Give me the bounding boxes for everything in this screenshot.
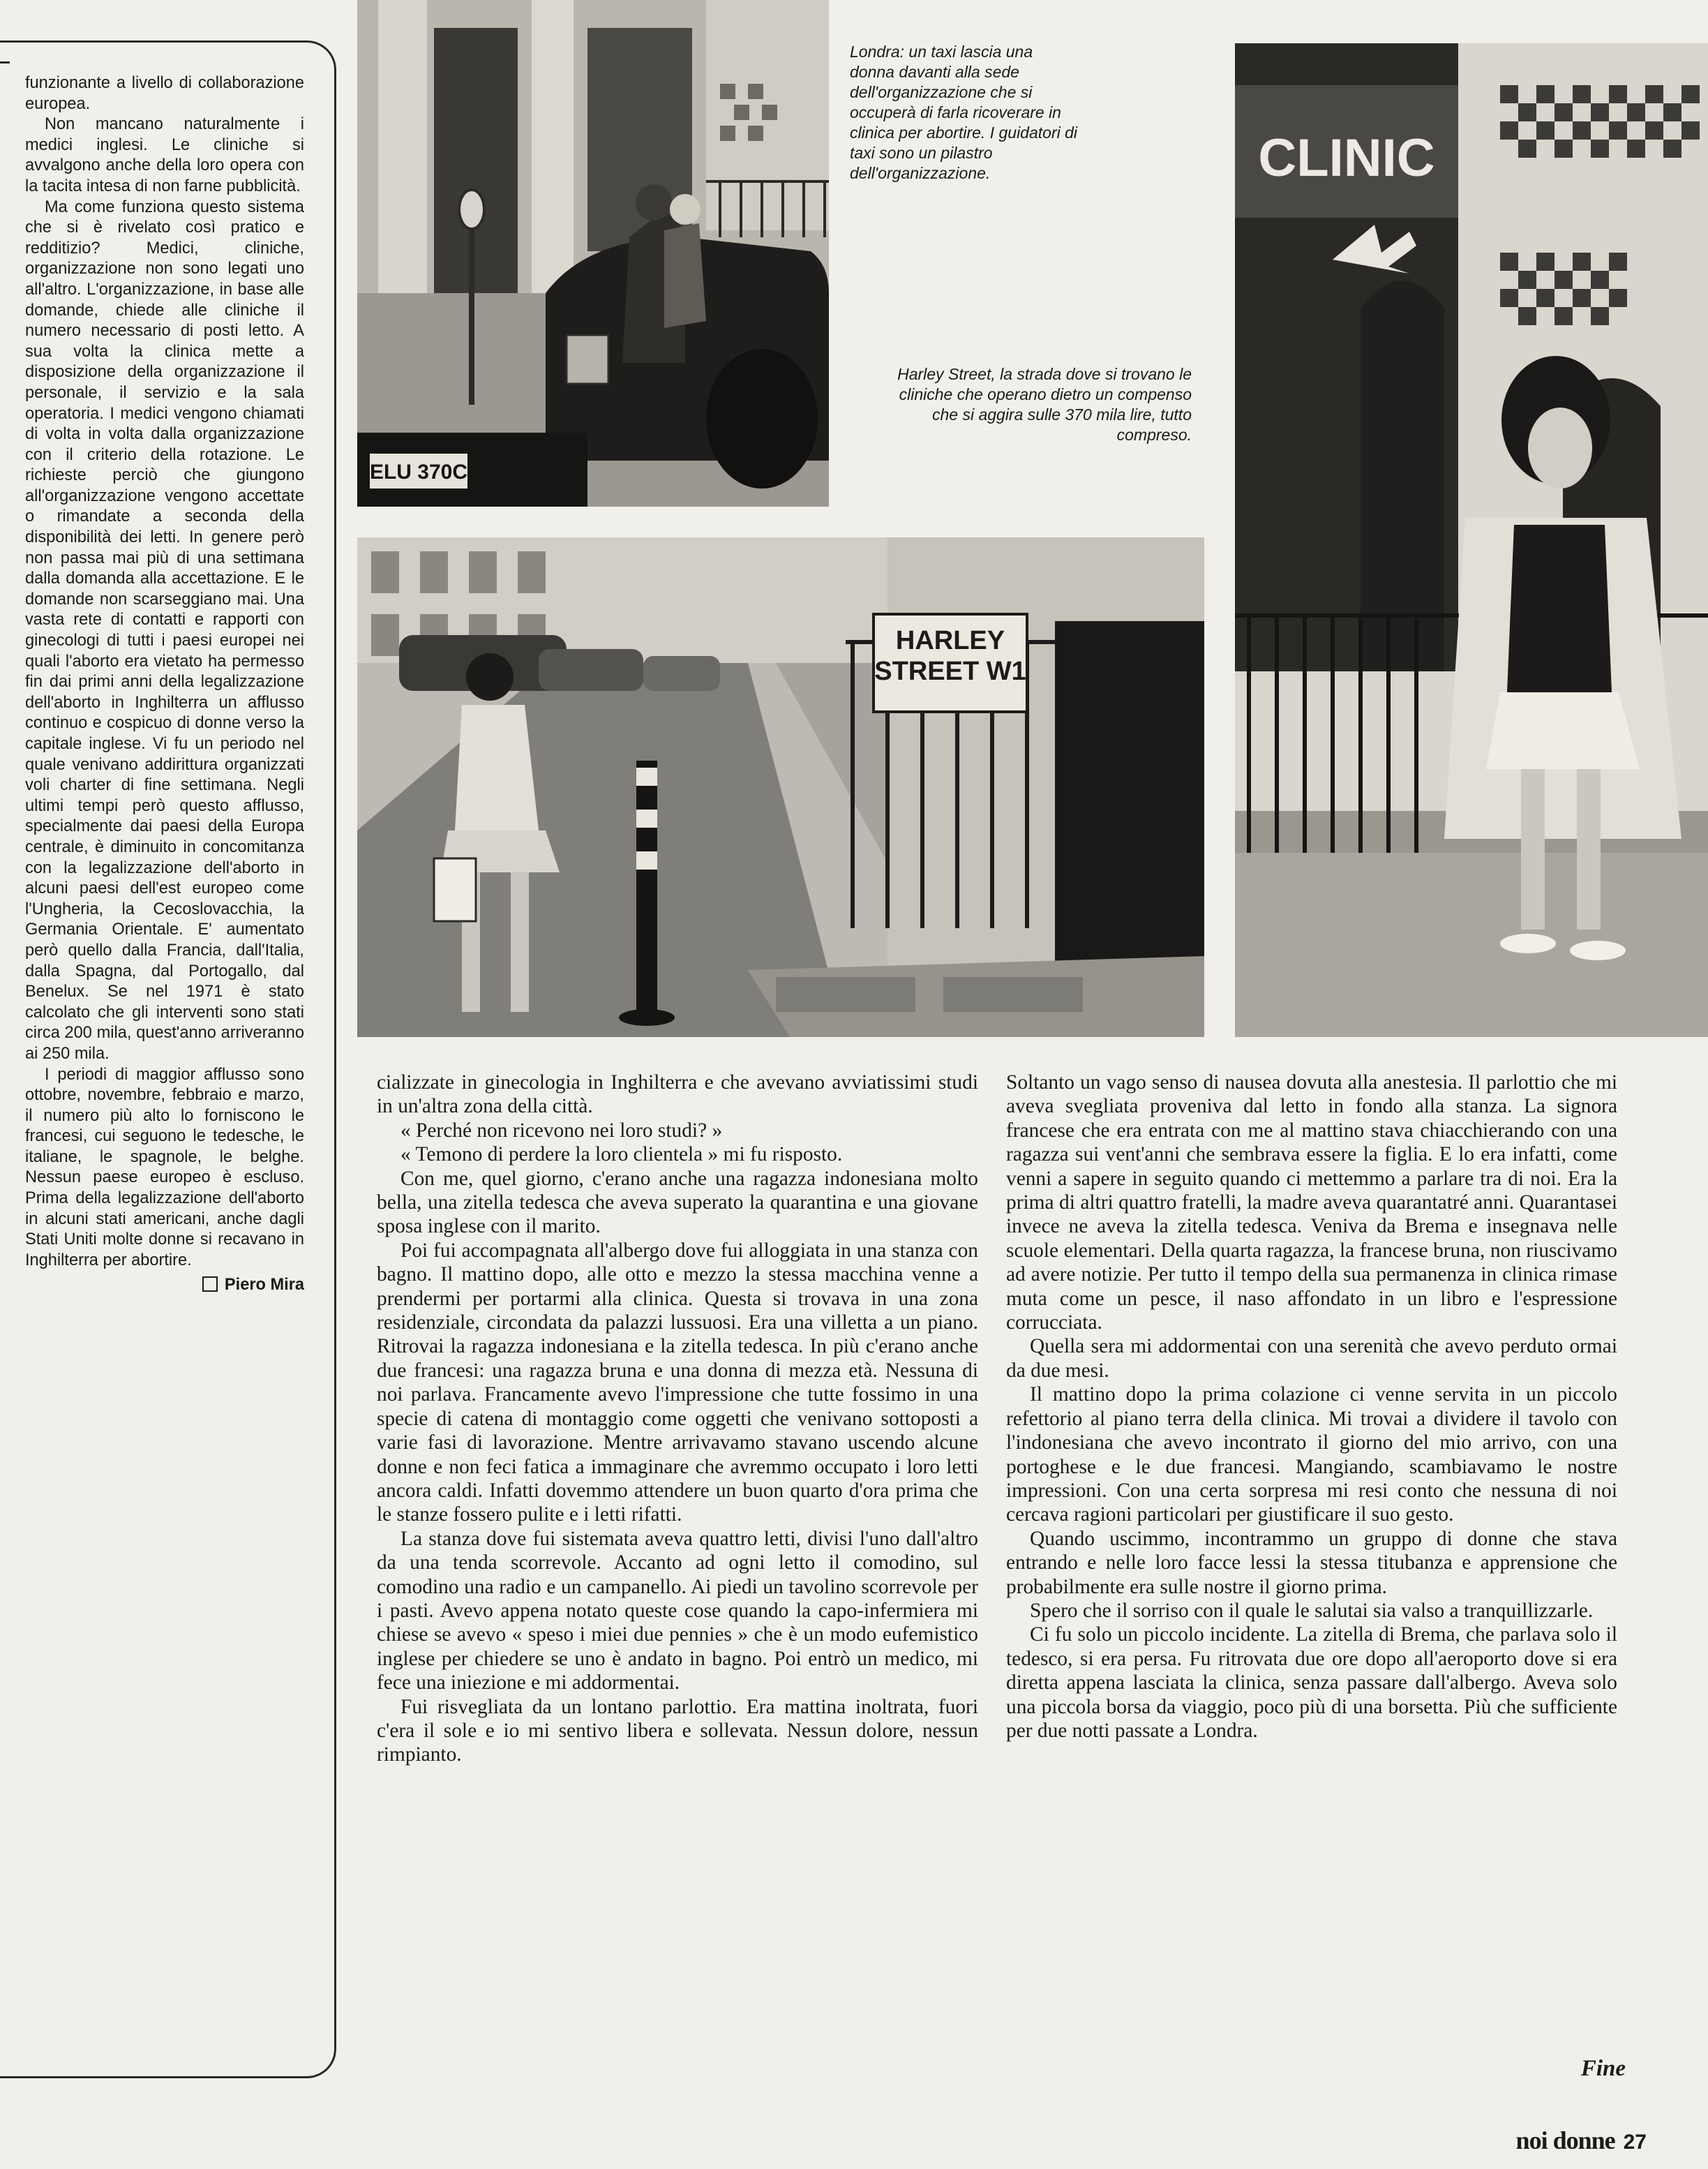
right-paragraph-1: Soltanto un vago senso di nausea dovuta alla anestesia. Il parlottio che mi aveva svegliata proveniva dal letto in fondo alla stanza. La signora francese che era entrata con me al mattino stava chiacchierando con una ragazza sui vent'anni che sembrava essere la figlia. E lo era infatti, come venni a sapere in seguito quando ci mettemmo a parlare tra di noi. Era la prima di altri quattro fratelli, la madre aveva quarantatré anni. Quarantasei invece ne aveva la zitella tedesca. Veniva da Brema e insegnava nelle scuole elementari. Della quarta ragazza, la francese bruna, non riuscivamo ad avere notizie. Per tutto il tempo della sua permanenza in clinica rimase muta come un pesce, il naso affondato in un libro e l'espressione corrucciata.: [1006, 1071, 1617, 1334]
middle-paragraph-7: Fui risvegliata da un lontano parlottio. Era mattina inoltrata, fuori c'era il sole e io mi sentivo libera e sollevata. Nessun dolore, nessun rimpianto.: [377, 1695, 978, 1766]
left-paragraph-2: Non mancano naturalmente i medici inglesi. Le cliniche si avvalgono anche della loro opera con la tacita intesa di non farne pubblicità.: [25, 115, 304, 195]
right-column: [1006, 1071, 1617, 2103]
page-footer: [1402, 2126, 1647, 2155]
middle-column: [377, 1071, 978, 2103]
frame-tick: [0, 61, 10, 64]
page-number: 27: [1623, 2131, 1647, 2154]
street-sign-line2: STREET W1: [874, 657, 1026, 686]
author-signature: [25, 1275, 304, 1296]
author-name: Piero Mira: [224, 1276, 304, 1295]
right-paragraph-5: Spero che il sorriso con il quale le salutai sia valso a tranquillizzarle.: [1030, 1599, 1594, 1622]
right-paragraph-3: Il mattino dopo la prima colazione ci venne servita in un piccolo refettorio al piano terra della clinica. Mi trovai a dividere il tavolo con l'indonesiana che avevo incontrato il giorno del mio arrivo, con una portoghese e le due francesi. Mangiando, scambiavamo le nostre impressioni. Con una certa sorpresa mi resi conto che nessuna di noi cercava ragioni particolari per giustificare il suo gesto.: [1006, 1383, 1617, 1526]
photo-clinic: [1235, 43, 1708, 1037]
left-column: [25, 73, 304, 2055]
magazine-name: noi donne: [1515, 2126, 1615, 2154]
left-paragraph-4: I periodi di maggior afflusso sono ottobre, novembre, febbraio e marzo, il numero più alto lo forniscono le francesi, cui seguono le tedesche, le italiane, le spagnole, le belghe. Nessun paese europeo è escluso. Prima della legalizzazione dell'aborto in alcuni stati americani, anche dagli Stati Uniti molte donne si recavano in Inghilterra per abortire.: [25, 1065, 304, 1269]
end-mark: Fine: [1580, 2056, 1626, 2081]
clinic-sign: CLINIC: [1258, 128, 1435, 188]
photo-taxi: [357, 0, 829, 507]
right-paragraph-6: Ci fu solo un piccolo incidente. La zitella di Brema, che parlava solo il tedesco, si era persa. Fu ritrovata due ore dopo all'aeroporto dove si era diretta appena lasciata la clinica, senza passare dall'albergo. Aveva solo una piccola borsa da viaggio, poco più di una borsetta. Più che sufficiente per due notti passate a Londra.: [1006, 1623, 1617, 1742]
photo-harley-street: [357, 537, 1204, 1037]
middle-paragraph-5: Poi fui accompagnata all'albergo dove fui alloggiata in una stanza con bagno. Il mattino dopo, alle otto e mezzo la stessa macchina venne a prendermi per portarmi alla clinica. Questa si trovava in una zona residenziale, circondata da palazzi lussuosi. Era una villetta a un piano. Ritrovai la ragazza indonesiana e la zitella tedesca. In più c'erano anche due francesi: una ragazza bruna e una donna di mezza età. Nessuna di noi parlava. Francamente avevo l'impressione che tutte fossimo in una specie di catena di montaggio come oggetti che venivano sottoposti a varie fasi di lavorazione. Mentre arrivavamo stavano uscendo alcune donne e non feci fatica a immaginare che avremmo occupato i loro letti ancora caldi. Infatti dovemmo attendere un buon quarto d'ora prima che le stanze fossero pulite e i letti rifatti.: [377, 1239, 978, 1526]
left-paragraph-3: Ma come funziona questo sistema che si è rivelato così pratico e redditizio? Medici, cliniche, organizzazione non sono legati uno all'altro. L'organizzazione, in base alle domande, chiede alle cliniche il numero necessario di posti letto. A sua volta la clinica mette a disposizione della organizzazione il personale, il servizio e la sala operatoria. I medici vengono chiamati di volta in volta dalla organizzazione con il criterio della rotazione. Le richieste perciò che giungono all'organizzazione vengono accettate o rimandate a seconda della disponibilità dei letti. In genere però non passa mai più di una settimana dalla domanda alla accettazione. E le domande non scarseggiano mai. Una vasta rete di contatti e rapporti con ginecologi di tutti i paesi europei nei quali l'aborto era vietato ha permesso fin dai primi anni della legalizzazione dell'aborto in Inghilterra un afflusso continuo e cospicuo di donne verso la capitale inglese. Vi fu un periodo nel quale venivano addirittura organizzati voli charter di fine settimana. Negli ultimi tempi però questo afflusso, specialmente dai paesi della Europa centrale, è diminuito in concomitanza con la legalizzazione dell'aborto in alcuni paesi dell'est europeo come l'Ungheria, la Cecoslovacchia, la Germania Orientale. E' aumentato però quello dalla Francia, dall'Italia, dalla Spagna, dal Portogallo, dal Benelux. Se nel 1971 è stato calcolato che gli interventi sono stati circa 200 mila, quest'anno arriveranno ai 250 mila.: [25, 197, 304, 1063]
middle-paragraph-2: « Perché non ricevono nei loro studi? »: [400, 1119, 723, 1142]
caption-taxi: Londra: un taxi lascia una donna davanti alla sede dell'organizzazione che si occuperà di farla ricoverare in clinica per abortire. I guidatori di taxi sono un pilastro dell'organizzazione.: [850, 43, 1077, 182]
middle-paragraph-6: La stanza dove fui sistemata aveva quattro letti, divisi l'uno dall'altro da una tenda scorrevole. Accanto ad ogni letto il comodino, sul comodino una radio e un campanello. Ai piedi un tavolino scorrevole per i pasti. Avevo appena notato queste cose quando la capo-infermiera mi chiese se avevo « speso i miei due pennies » che è un modo eufemistico inglese per chiedere se uno è andato in bagno. Poi entrò un medico, mi fece una iniezione e mi addormentai.: [377, 1527, 978, 1694]
middle-paragraph-4: Con me, quel giorno, c'erano anche una ragazza indonesiana molto bella, una zitella tedesca che aveva superato la quarantina e una giovane sposa inglese con il marito.: [377, 1167, 978, 1238]
caption-harley: Harley Street, la strada dove si trovano le cliniche che operano dietro un compenso che si aggira sulle 370 mila lire, tutto compreso.: [897, 365, 1192, 444]
left-paragraph-1: funzionante a livello di collaborazione europea.: [25, 74, 304, 113]
taxi-plate: ELU 370C: [369, 461, 468, 484]
middle-paragraph-3: « Temono di perdere la loro clientela » mi fu risposto.: [400, 1143, 843, 1166]
signature-box-icon: [202, 1276, 218, 1292]
right-paragraph-4: Quando uscimmo, incontrammo un gruppo di donne che stava entrando e nelle loro facce lessi la stessa titubanza e apprensione che probabilmente era sulle nostre il giorno prima.: [1006, 1527, 1617, 1598]
right-paragraph-2: Quella sera mi addormentai con una serenità che avevo perduto ormai da due mesi.: [1006, 1335, 1617, 1382]
middle-paragraph-1: cializzate in ginecologia in Inghilterra e che avevano avviatissimi studi in un'altra zona della città.: [377, 1071, 978, 1118]
street-sign-line1: HARLEY: [895, 626, 1005, 655]
